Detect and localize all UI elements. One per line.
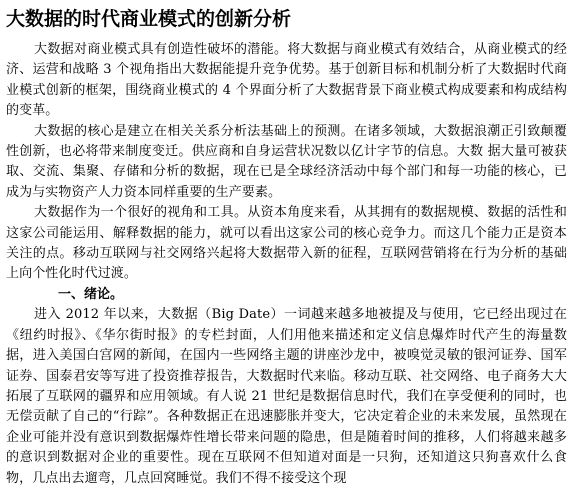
paragraph-abstract: 大数据对商业模式具有创造性破坏的潜能。将大数据与商业模式有效结合，从商业模式的经济、运营和战略 3 个视角指出大数据能提升竞争优势。基于创新目标和机制分析了大数据时代商业模式创新的框架，围绕商业模式的 4 个界面分析了大数据背景下商业模式构成要素和构成结构的变革。 <box>6 42 567 119</box>
section-heading-introduction: 一、绪论。 <box>58 286 124 302</box>
paragraph-introduction: 进入 2012 年以来，大数据（Big Date）一词越来越多地被提及与使用，它已经出现过在《纽约时报》、《华尔街时报》的专栏封面，人们用他来描述和定义信息爆炸时代产生的海量数据，进入美国白宫网的新闻，在国内一些网络主题的讲座沙龙中，被嗅觉灵敏的银河证券、国军证券、国泰君安等写进了投资推荐报告，大数据时代来临。移动互联、社交网络、电子商务大大拓展了互联网的疆界和应用领域。有人说 21 世纪是数据信息时代，我们在享受便利的同时，也无偿贡献了自己的“行踪”。各种数据正在迅速膨胀并变大，它决定着企业的未来发展，虽然现在企业可能并没有意识到数据爆炸性增长带来问题的隐患，但是随着时间的推移，人们将越来越多的意识到数据对企业的重要性。现在互联网不但知道对面是一只狗，还知道这只狗喜欢什么食物，几点出去遛弯，几点回窝睡觉。我们不得不接受这个现 <box>6 307 567 486</box>
document-title: 大数据的时代商业模式的创新分析 <box>6 8 292 30</box>
paragraph-capital-view: 大数据作为一个很好的视角和工具。从资本角度来看，从其拥有的数据规模、数据的活性和这家公司能运用、解释数据的能力，就可以看出这家公司的核心竞争力。而这几个能力正是资本关注的点。移动互联网与社交网络兴起将大数据带入新的征程，互联网营销将在行为分析的基础上向个性化时代过渡。 <box>6 205 567 282</box>
paragraph-core-prediction: 大数据的核心是建立在相关关系分析法基础上的预测。在诸多领域，大数据浪潮正引致颠覆性创新，也必将带来制度变迁。供应商和自身运营状况数以亿计字节的信息。大数 据大量可被获取、交流、集聚、存储和分析的数据，现在已是全球经济活动中每个部门和每一功能的核心，已成为与实物资产人力资本同样重要的生产要素。 <box>6 123 567 200</box>
